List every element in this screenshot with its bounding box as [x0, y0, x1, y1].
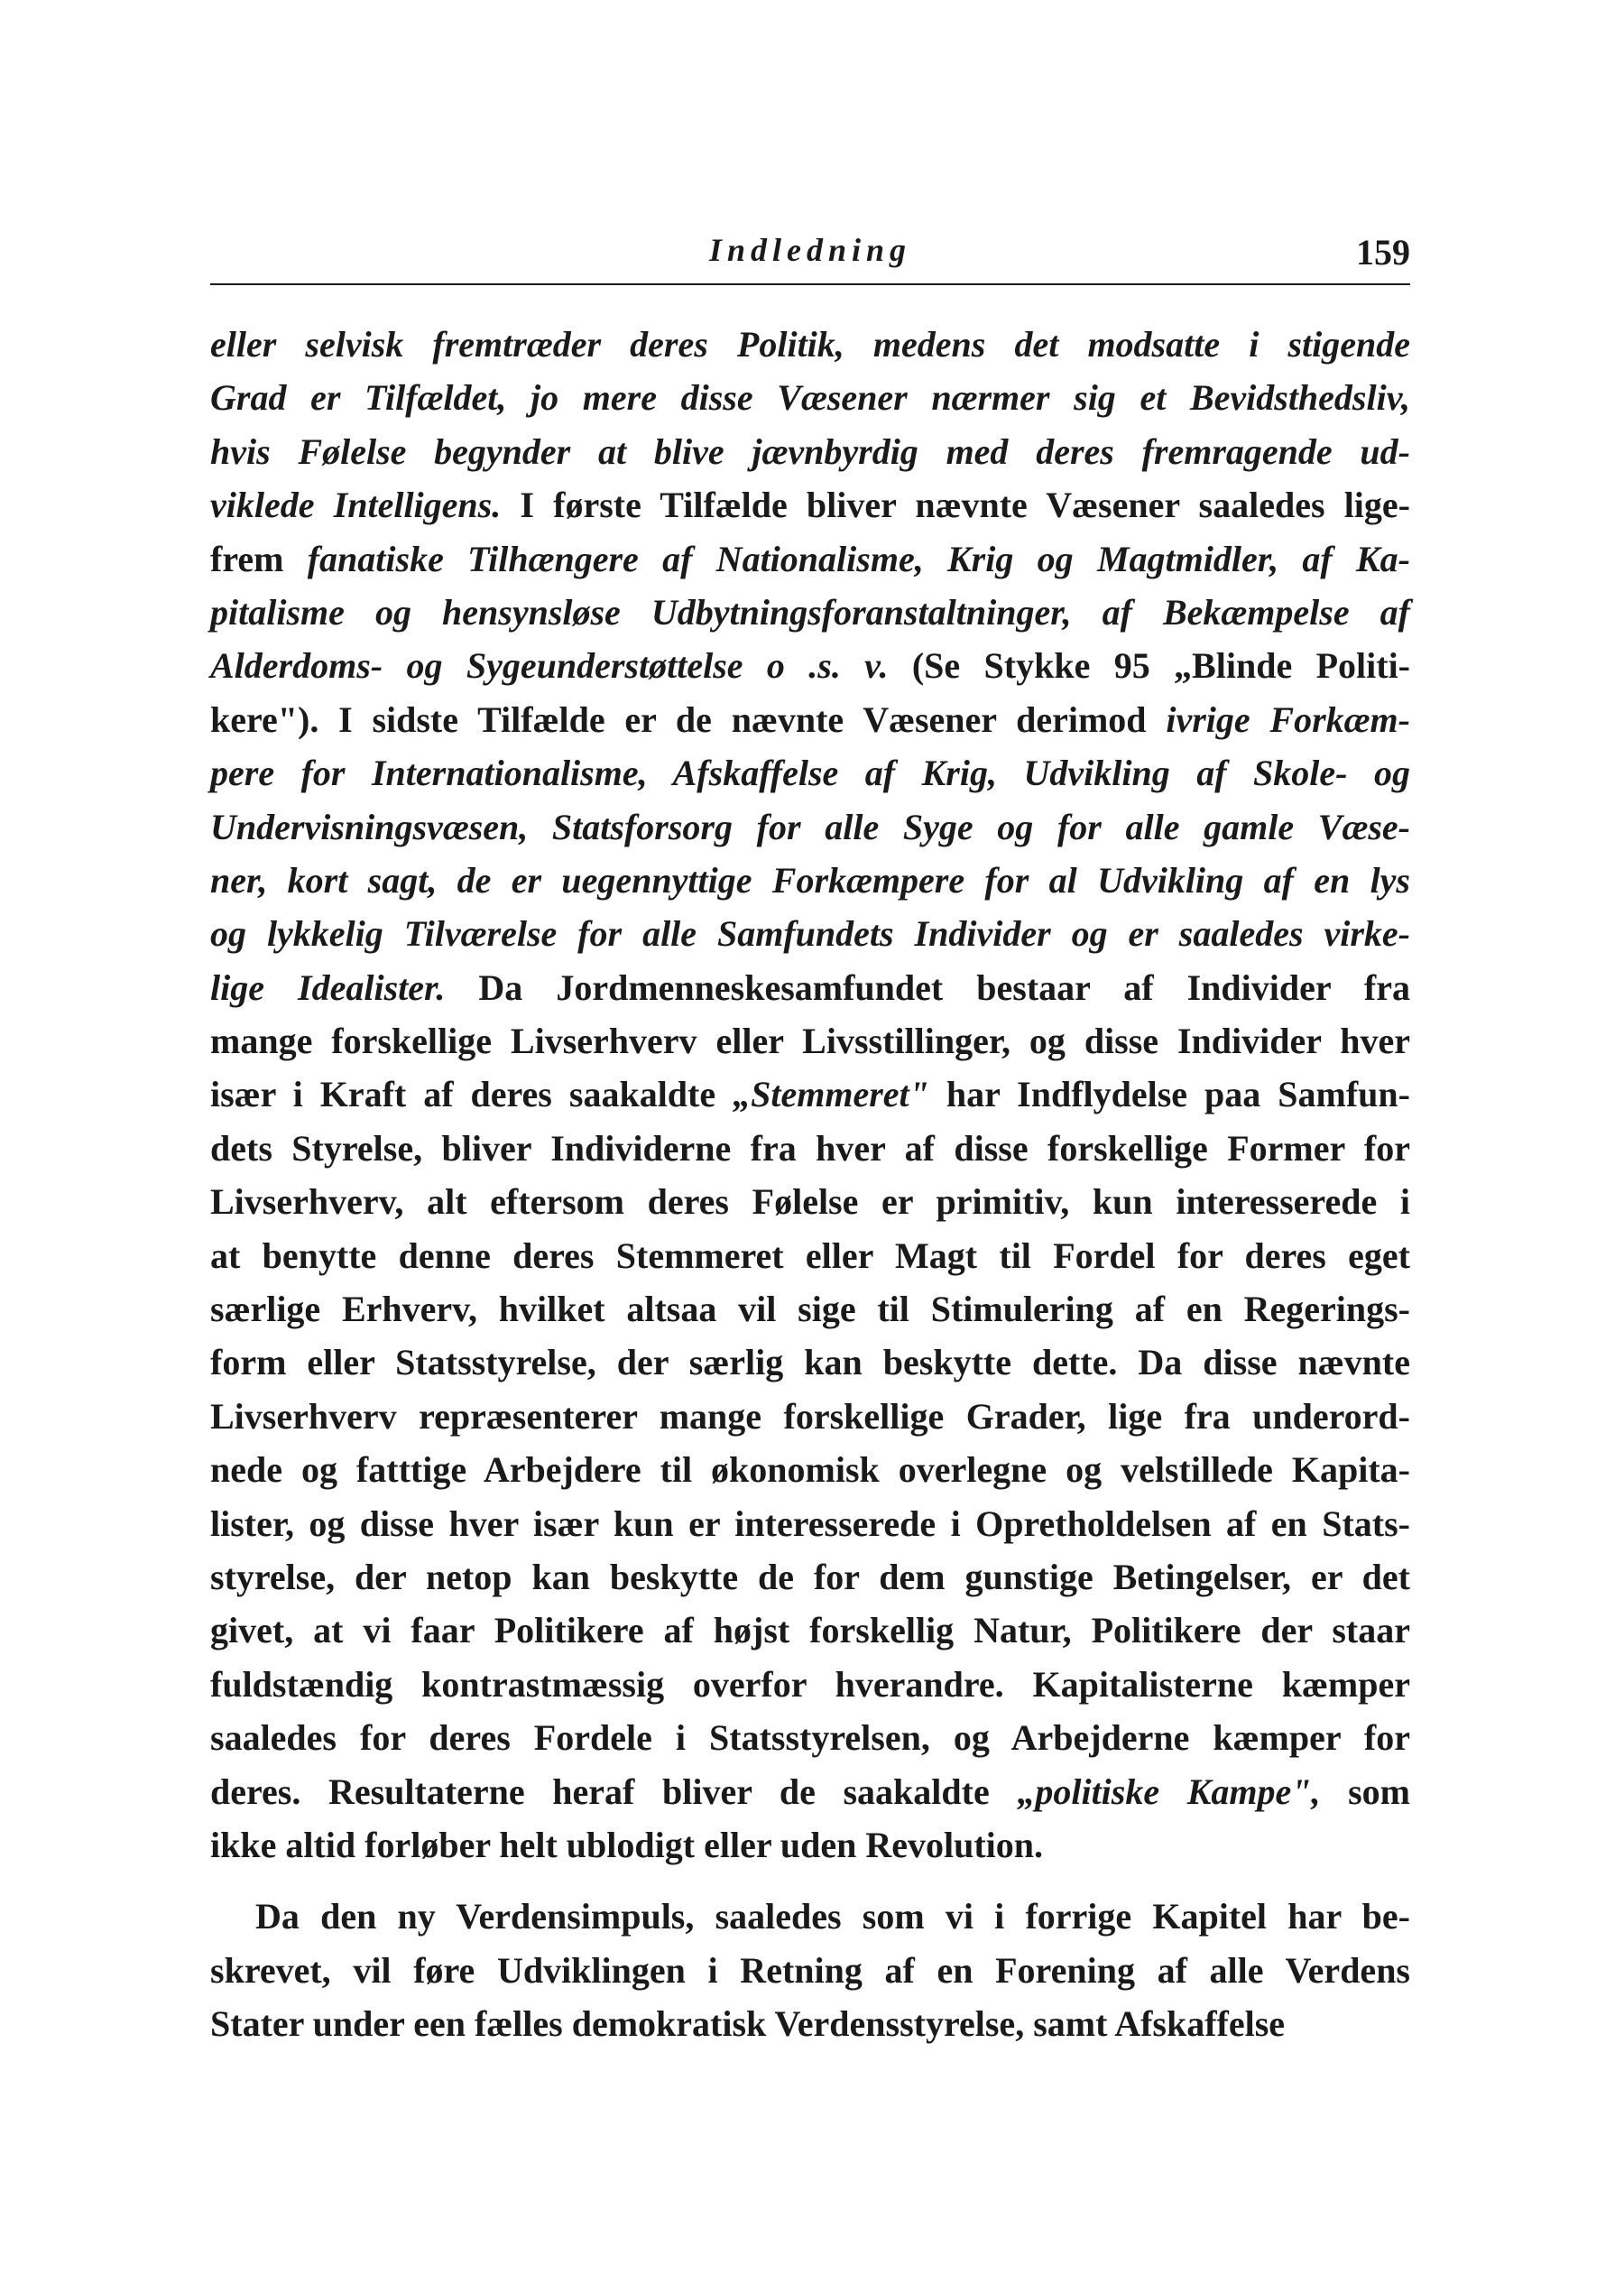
text-segment: deres. Resultaterne heraf bliver de saakaldte — [210, 1771, 1018, 1812]
italic-segment: lige Idealister. — [210, 966, 446, 1008]
text-line — [210, 854, 1410, 907]
text-segment: form eller Statsstyrelse, der særlig kan beskytte dette. Da disse nævnte — [210, 1342, 1410, 1383]
text-line — [210, 1658, 1410, 1711]
text-segment: I første Tilfælde bliver nævnte Væsener saaledes lige- — [501, 485, 1410, 526]
italic-segment: pere for Internationalisme, Afskaffelse af Krig, Udvikling af Skole- og — [210, 753, 1410, 794]
text-line — [210, 1282, 1410, 1336]
text-segment: Da Jordmenneskesamfundet bestaar af Individer fra — [445, 966, 1410, 1008]
text-segment: styrelse, der netop kan beskytte de for dem gunstige Betingelser, er det — [210, 1556, 1410, 1597]
text-line — [210, 1711, 1410, 1764]
paragraph-gap — [210, 1872, 1410, 1890]
text-line — [210, 746, 1410, 800]
text-line — [210, 425, 1410, 478]
running-title: Indledning — [708, 232, 912, 268]
text-line — [210, 371, 1410, 424]
text-line — [210, 1997, 1410, 2050]
italic-segment: Grad er Tilfældet, jo mere disse Væsener nærmer sig et Bevidsthedsliv, — [210, 377, 1410, 419]
text-line — [210, 1550, 1410, 1604]
text-segment: har Indflydelse paa Samfun- — [928, 1074, 1410, 1115]
text-segment: kere"). I sidste Tilfælde er de nævnte Væsener derimod — [210, 698, 1167, 740]
text-segment: som — [1320, 1771, 1411, 1812]
text-line — [210, 1229, 1410, 1282]
text-line — [210, 586, 1410, 639]
page-number: 159 — [1356, 232, 1410, 273]
text-line — [210, 1765, 1410, 1818]
text-segment: fuldstændig kontrastmæssig overfor hverandre. Kapitalisterne kæmper — [210, 1663, 1410, 1705]
text-segment: Livserhverv, alt eftersom deres Følelse er primitiv, kun interesserede i — [210, 1181, 1410, 1223]
text-segment: nede og fatttige Arbejdere til økonomisk overlegne og velstillede Kapita- — [210, 1449, 1410, 1491]
italic-segment: „politiske Kampe", — [1017, 1771, 1321, 1812]
text-segment: at benytte denne deres Stemmeret eller Magt til Fordel for deres eget — [210, 1234, 1410, 1276]
running-head — [210, 224, 1410, 287]
text-line — [210, 1443, 1410, 1496]
italic-segment: hvis Følelse begynder at blive jævnbyrdig med deres fremragende ud- — [210, 430, 1410, 472]
text-line — [210, 1497, 1410, 1550]
text-line — [210, 1014, 1410, 1068]
italic-segment: ivrige Forkæm- — [1166, 698, 1410, 740]
italic-segment: Undervisningsvæsen, Statsforsorg for alle Syge og for alle gamle Væse- — [210, 806, 1410, 847]
text-line — [210, 1604, 1410, 1657]
italic-segment: „Stemmeret" — [733, 1074, 929, 1115]
italic-segment: ner, kort sagt, de er uegennyttige Forkæmpere for al Udvikling af en lys — [210, 859, 1410, 901]
text-line — [210, 318, 1410, 371]
text-segment: skrevet, vil føre Udviklingen i Retning af en Forening af alle Verdens — [210, 1949, 1410, 1991]
text-segment: givet, at vi faar Politikere af højst forskellig Natur, Politikere der staar — [210, 1610, 1410, 1651]
italic-segment: Alderdoms- og Sygeunderstøttelse o .s. v. — [210, 645, 889, 687]
text-segment: særlige Erhverv, hvilket altsaa vil sige til Stimulering af en Regerings- — [210, 1289, 1410, 1330]
text-segment: Da den ny Verdensimpuls, saaledes som vi i forrige Kapitel har be- — [255, 1896, 1410, 1937]
text-line — [210, 693, 1410, 746]
text-segment: (Se Stykke 95 „Blinde Politi- — [888, 645, 1410, 687]
text-line — [210, 1390, 1410, 1443]
italic-segment: pitalisme og hensynsløse Udbytningsforanstaltninger, af Bekæmpelse af — [210, 591, 1410, 633]
text-segment: dets Styrelse, bliver Individerne fra hver af disse forskellige Former for — [210, 1127, 1410, 1169]
text-line — [210, 1175, 1410, 1228]
text-line — [210, 532, 1410, 586]
header-rule — [210, 283, 1410, 285]
italic-segment: og lykkelig Tilværelse for alle Samfundets Individer og er saaledes virke- — [210, 913, 1410, 955]
text-segment: især i Kraft af deres saakaldte — [210, 1074, 734, 1115]
text-segment: frem — [210, 538, 308, 579]
text-line — [210, 961, 1410, 1014]
text-segment: Stater under een fælles demokratisk Verdensstyrelse, samt Afskaffelse — [210, 2003, 1286, 2045]
text-segment: mange forskellige Livserhverv eller Livsstillinger, og disse Individer hver — [210, 1021, 1410, 1062]
text-line — [210, 1336, 1410, 1389]
italic-segment: fanatiske Tilhængere af Nationalisme, Krig og Magtmidler, af Ka- — [307, 538, 1410, 579]
italic-segment: eller selvisk fremtræder deres Politik, medens det modsatte i stigende — [210, 324, 1410, 365]
text-segment: saaledes for deres Fordele i Statsstyrelsen, og Arbejderne kæmper for — [210, 1717, 1410, 1759]
text-segment: Livserhverv repræsenterer mange forskellige Grader, lige fra underord- — [210, 1395, 1410, 1437]
text-line — [210, 1944, 1410, 1997]
text-segment: lister, og disse hver især kun er interesserede i Opretholdelsen af en Stats- — [210, 1502, 1410, 1544]
body-text — [210, 318, 1410, 2051]
text-line — [210, 907, 1410, 960]
text-line — [210, 1890, 1410, 1943]
text-line — [210, 639, 1410, 692]
text-segment: ikke altid forløber helt ublodigt eller uden Revolution. — [210, 1824, 1044, 1865]
italic-segment: viklede Intelligens. — [210, 485, 502, 526]
text-line — [210, 1818, 1410, 1872]
text-line — [210, 1068, 1410, 1121]
text-line — [210, 800, 1410, 854]
text-line — [210, 478, 1410, 532]
text-line — [210, 1122, 1410, 1175]
